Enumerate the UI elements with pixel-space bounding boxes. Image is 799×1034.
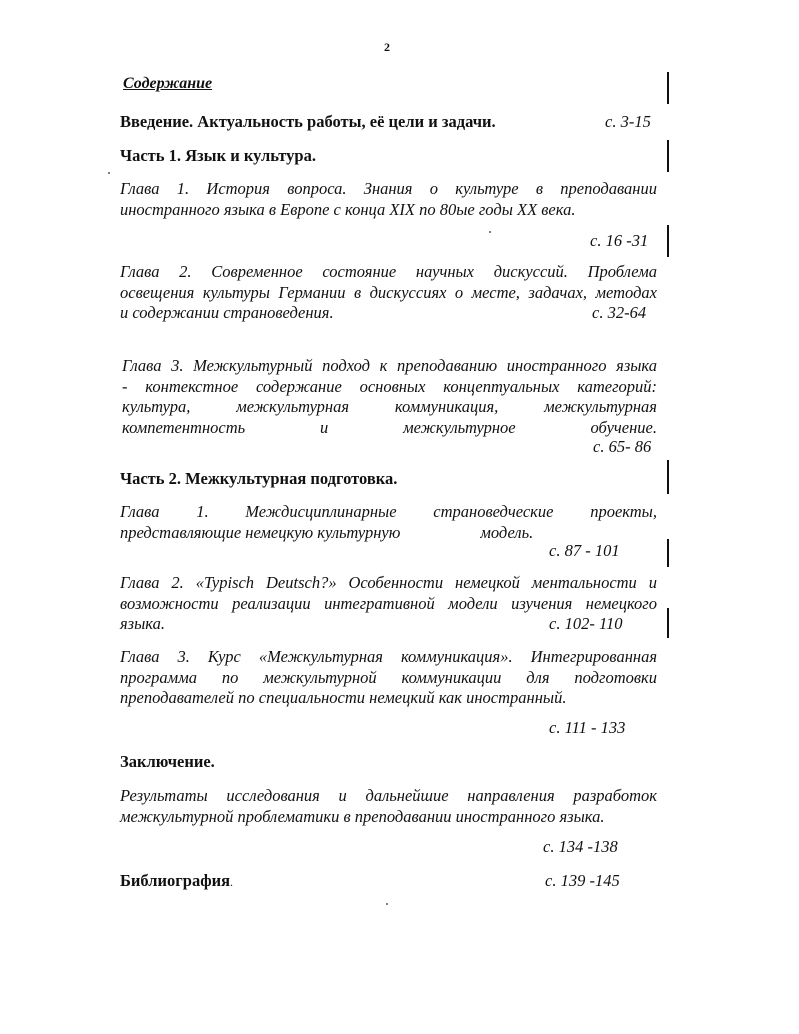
part2-ch3-line1: Глава 3. Курс «Межкультурная коммуникация». Интегрированная [120, 647, 657, 666]
part2-ch1-line2b: модель. [480, 522, 534, 542]
word: 1. [196, 502, 209, 521]
word: и [319, 417, 329, 437]
word: культура, [122, 397, 191, 416]
part1-ch3-line4 [122, 418, 657, 439]
margin-mark [667, 608, 669, 638]
conclusion-line1: Результаты исследования и дальнейшие направления разработок [120, 786, 657, 805]
part2-ch1-pages: с. 87 - 101 [549, 541, 620, 560]
word: Междисциплинарные [245, 502, 397, 521]
word: коммуникация, [394, 397, 499, 416]
part1-ch3-line1: Глава 3. Межкультурный подход к преподаванию иностранного языка [122, 356, 657, 375]
intro-title: Введение. Актуальность работы, её цели и задачи. [120, 112, 496, 131]
part1-ch1-line1: Глава 1. История вопроса. Знания о культуре в преподавании [120, 179, 657, 198]
word: обучение. [590, 417, 657, 437]
part2-title: Часть 2. Межкультурная подготовка. [120, 469, 398, 488]
part2-ch1-line2 [120, 523, 657, 544]
margin-mark [667, 225, 669, 257]
part2-ch1-line2a: представляющие немецкую культурную [120, 522, 401, 542]
scan-speck [386, 903, 388, 905]
conclusion-pages: с. 134 -138 [543, 837, 618, 856]
word: компетентность [122, 417, 246, 437]
part1-ch3-line3 [122, 397, 657, 418]
part1-chapter1 [120, 179, 657, 220]
word: межкультурная [544, 397, 657, 416]
part1-chapter2 [120, 262, 657, 324]
conclusion-text [120, 786, 657, 827]
scan-speck [108, 172, 110, 174]
part1-ch2-pages: с. 32-64 [592, 303, 647, 322]
conclusion-title: Заключение. [120, 752, 215, 771]
intro-pages: с. 3-15 [605, 112, 651, 131]
contents-heading: Содержание [123, 75, 213, 92]
part1-ch2-line3: и содержании страноведения. [120, 303, 334, 322]
word: страноведческие [433, 502, 554, 521]
part2-ch2-line3: языка. [120, 614, 165, 633]
part2-ch3-line2: программа по межкультурной коммуникации для подготовки [120, 667, 657, 687]
part1-ch2-line2: освещения культуры Германии в дискуссиях о месте, задачах, методах [120, 282, 657, 302]
conclusion-line2: межкультурной проблематики в преподавании иностранного языка. [120, 806, 605, 826]
word: проекты, [590, 502, 657, 521]
word: межкультурное [403, 417, 516, 437]
part2-ch1-line1 [120, 502, 657, 523]
word: Глава [120, 502, 160, 521]
part2-ch3-line3: преподавателей по специальности немецкий как иностранный. [120, 688, 567, 707]
page-number: 2 [384, 40, 390, 54]
part2-ch3-pages: с. 111 - 133 [549, 718, 626, 737]
part1-ch3-line2: - контекстное содержание основных концептуальных категорий: [122, 376, 657, 396]
part2-chapter1 [120, 502, 657, 543]
part1-ch3-pages: с. 65- 86 [593, 437, 652, 456]
part1-ch1-pages: с. 16 -31 [590, 231, 649, 250]
margin-mark [667, 72, 669, 104]
part1-ch1-line2: иностранного языка в Европе с конца XIX по 80ые годы XX века. [120, 199, 576, 219]
part1-ch2-line1: Глава 2. Современное состояние научных дискуссий. Проблема [120, 262, 657, 281]
word: межкультурная [236, 397, 350, 416]
part1-title: Часть 1. Язык и культура. [120, 146, 316, 165]
bibliography-label: Библиография [120, 871, 231, 890]
bibliography-title: Библиография. [120, 871, 234, 890]
part2-chapter3 [120, 647, 657, 709]
margin-mark [667, 539, 669, 567]
part2-ch2-line1: Глава 2. «Typisch Deutsch?» Особенности немецкой ментальности и [120, 573, 657, 592]
part2-ch2-line2: возможности реализации интегративной модели изучения немецкого [120, 593, 657, 613]
part2-ch2-pages: с. 102- 110 [549, 614, 623, 633]
margin-mark [667, 140, 669, 172]
margin-mark [667, 460, 669, 494]
part1-chapter3 [122, 356, 657, 438]
bibliography-pages: с. 139 -145 [545, 871, 620, 890]
scan-speck [489, 231, 491, 233]
